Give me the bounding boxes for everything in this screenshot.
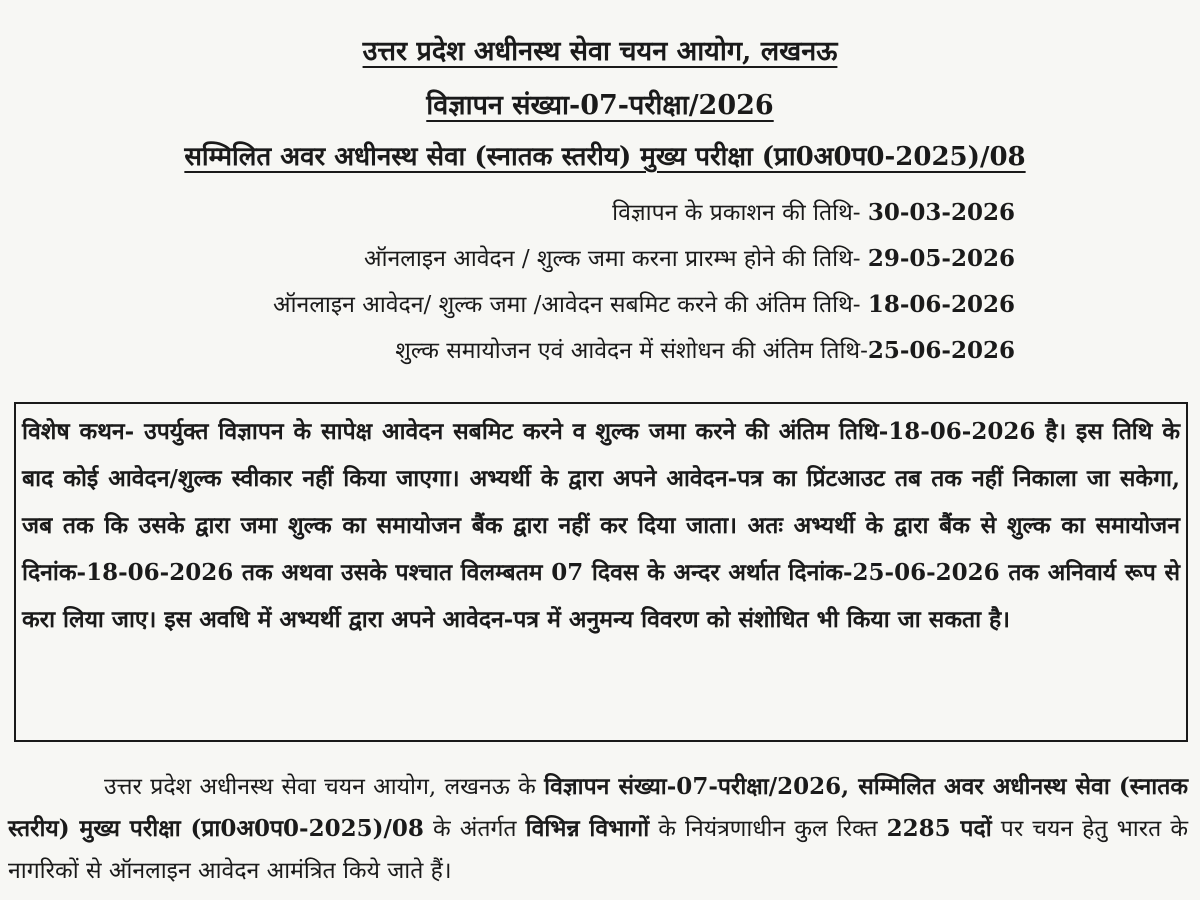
exam-title-heading [40,142,1170,173]
date-label: शुल्क समायोजन एवं आवेदन में संशोधन की अंतिम तिथि- [395,338,868,364]
body-bold-advertisement: विज्ञापन संख्या-07-परीक्षा/2026, सम्मिलित अवर अधीनस्थ सेवा (स्नातक स्तरीय) मुख्य परीक्षा (प्रा0अ0प0-2025)/08 [8,773,1188,842]
date-label: ऑनलाइन आवेदन/ शुल्क जमा /आवेदन सबमिट करने की अंतिम तिथि- [273,292,868,318]
organization-name: उत्तर प्रदेश अधीनस्थ सेवा चयन आयोग, लखनऊ [362,36,838,67]
important-dates [115,190,1015,374]
advertisement-number-heading [0,90,1200,122]
body-paragraph [8,766,1188,892]
exam-title: सम्मिलित अवर अधीनस्थ सेवा (स्नातक स्तरीय) मुख्य परीक्षा (प्रा0अ0प0-2025)/08 [184,142,1026,172]
body-text-part: के नियंत्रणाधीन कुल रिक्त [649,816,887,842]
date-row-publication [115,190,1015,236]
body-text-part: के अंतर्गत [423,816,526,842]
body-text-part: पर चयन हेतु भारत के नागरिकों से ऑनलाइन आवेदन आमंत्रित किये जाते हैं। [8,816,1188,884]
body-text-part: उत्तर प्रदेश अधीनस्थ सेवा चयन आयोग, लखनऊ के [104,774,545,800]
date-row-application-start [115,236,1015,282]
special-notice-text: विशेष कथन- उपर्युक्त विज्ञापन के सापेक्ष आवेदन सबमिट करने व शुल्क जमा करने की अंतिम तिथि-18-06-2026 है। इस तिथि के बाद कोई आवेदन/शुल्क स्वीकार नहीं किया जाएगा। अभ्यर्थी के द्वारा अपने आवेदन-पत्र का प्रिंटआउट तब तक नहीं निकाला जा सकेगा, जब तक कि उसके द्वारा जमा शुल्क का समायोजन बैंक द्वारा नहीं कर दिया जाता। अतः अभ्यर्थी के द्वारा बैंक से शुल्क का समायोजन दिनांक-18-06-2026 तक अथवा उसके पश्चात विलम्बतम 07 दिवस के अन्दर अर्थात दिनांक-25-06-2026 तक अनिवार्य रूप से करा लिया जाए। इस अवधि में अभ्यर्थी द्वारा अपने आवेदन-पत्र में अनुमन्य विवरण को संशोधित भी किया जा सकता है। [22,418,1180,633]
date-value: 18-06-2026 [867,291,1015,318]
body-bold-vacancies: 2285 पदों [886,815,992,842]
date-row-fee-adjustment-last [115,328,1015,374]
date-label: विज्ञापन के प्रकाशन की तिथि- [612,200,868,226]
advertisement-body [8,766,1188,892]
date-value: 29-05-2026 [867,245,1015,272]
date-label: ऑनलाइन आवेदन / शुल्क जमा करना प्रारम्भ होने की तिथि- [364,246,868,272]
date-value: 30-03-2026 [867,199,1015,226]
organization-heading [0,36,1200,68]
date-row-application-last [115,282,1015,328]
date-value: 25-06-2026 [867,337,1015,364]
body-bold-departments: विभिन्न विभागों [525,815,650,842]
advertisement-number: विज्ञापन संख्या-07-परीक्षा/2026 [426,90,774,121]
special-notice-box [14,402,1188,742]
